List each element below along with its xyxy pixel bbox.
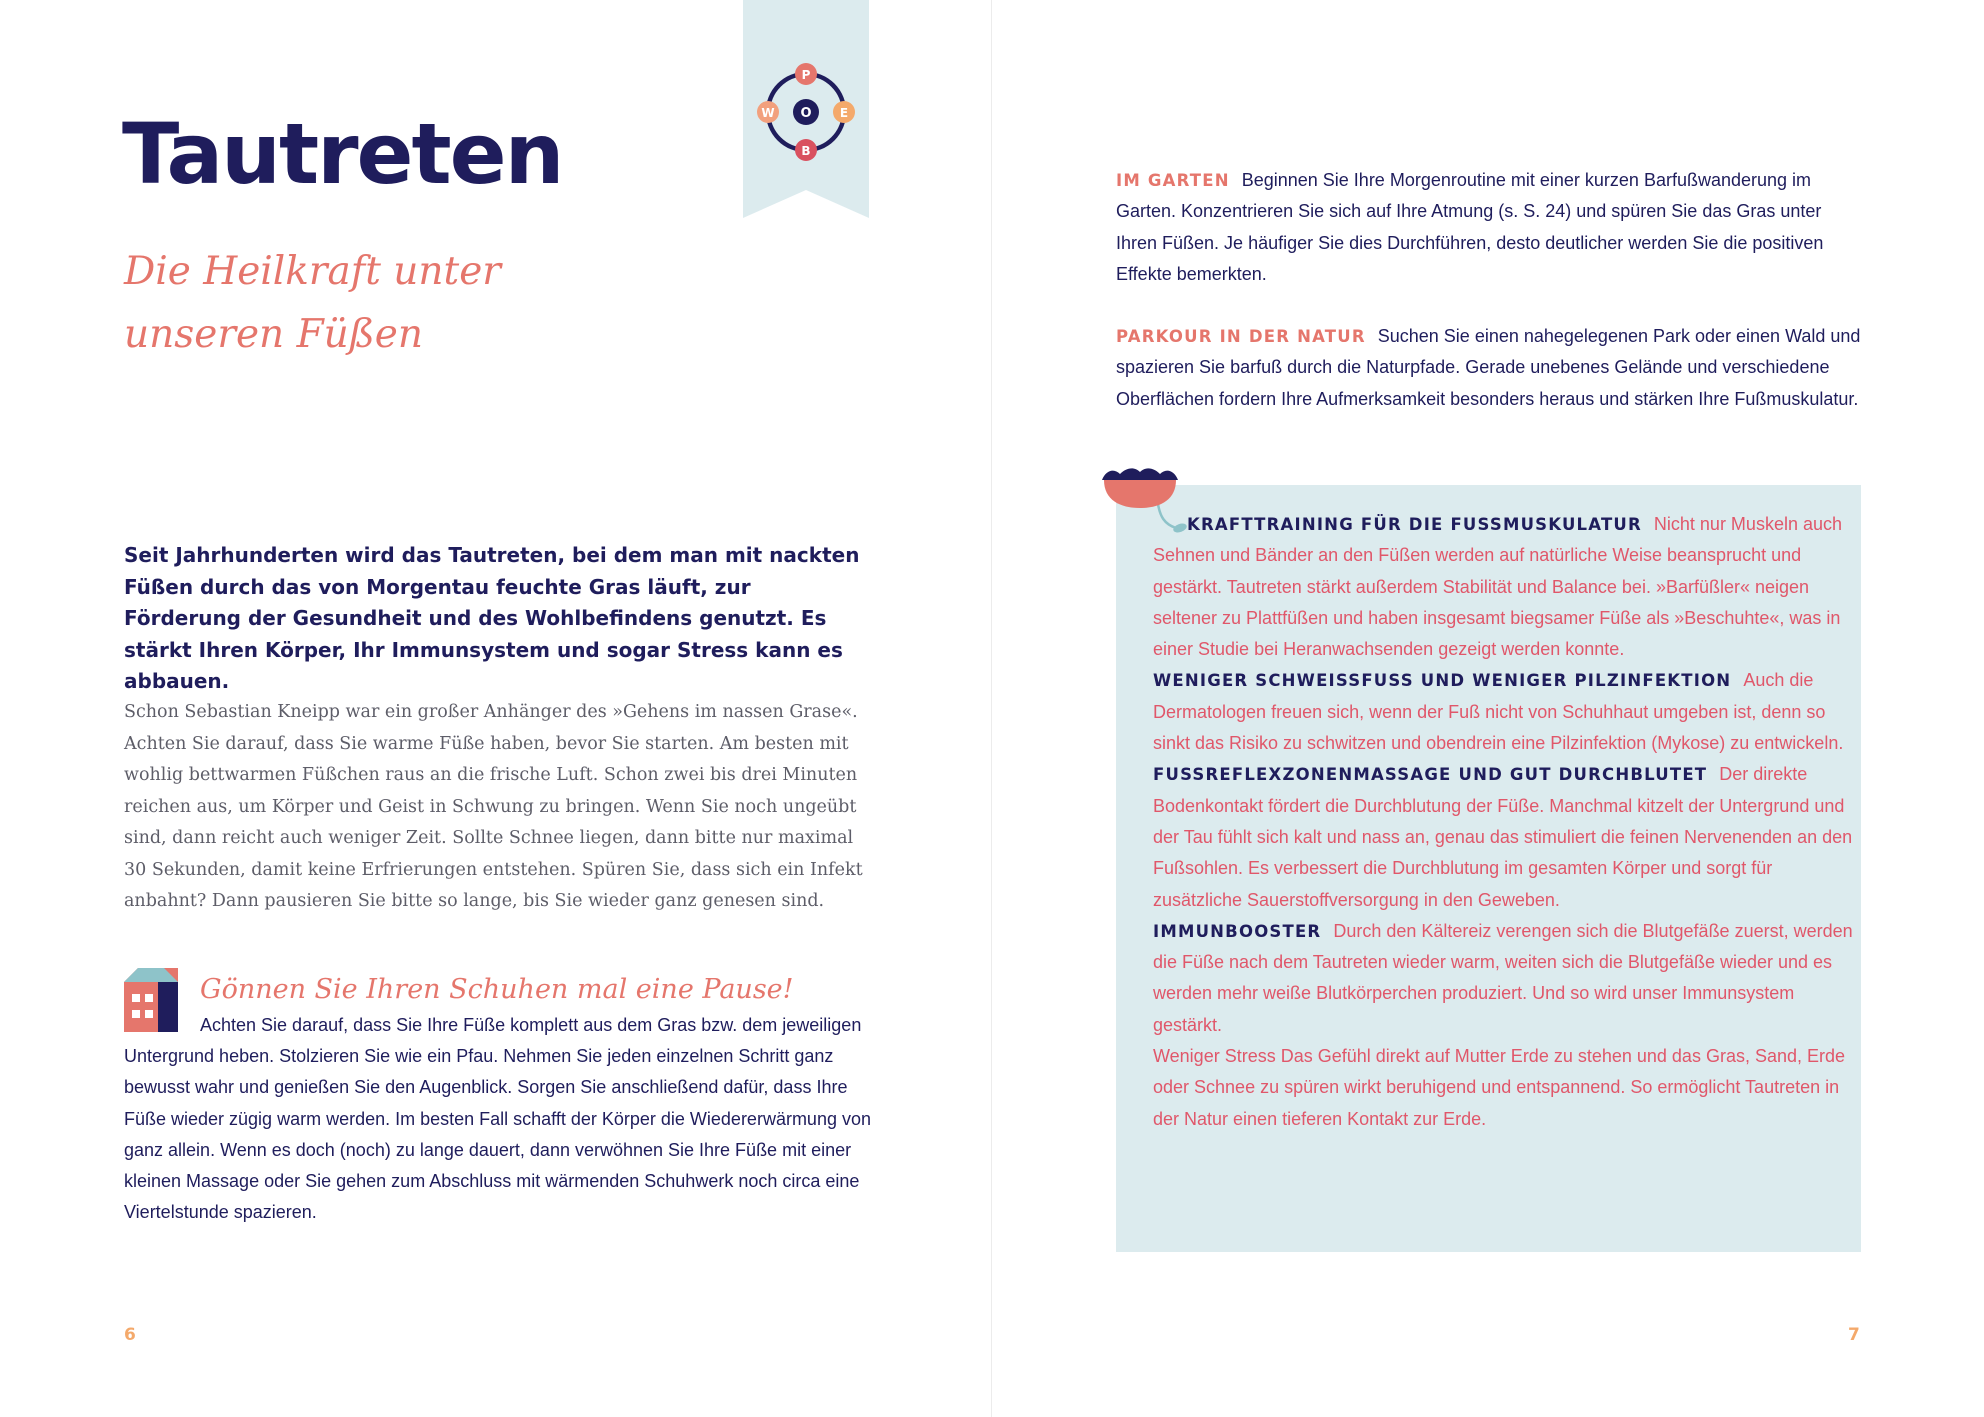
infobox-heading: FUSSREFLEXZONENMASSAGE UND GUT DURCHBLUTET xyxy=(1153,765,1708,785)
page-gutter xyxy=(991,0,992,1417)
compass-label-center: O xyxy=(800,106,812,121)
section-im-garten xyxy=(1116,165,1864,290)
tip-text: Achten Sie darauf, dass Sie Ihre Füße komplett aus dem Gras bzw. dem jeweiligen Untergrund heben. Stolzieren Sie wie ein Pfau. Nehmen Sie jeden einzelnen Schritt ganz bewusst wahr und genießen Sie den Augenblick. Sorgen Sie anschließend dafür, dass Ihre Füße wieder zügig warm werden. Im besten Fall schafft der Körper die Wiedererwärmung von ganz allein. Wenn es doch (noch) zu lange dauert, dann verwöhnen Sie Ihre Füße mit einer kleinen Massage oder Sie gehen zum Abschluss mit wärmenden Schuhwerk noch circa eine Viertelstunde spazieren. xyxy=(124,1015,871,1223)
infobox-text: Durch den Kältereiz verengen sich die Blutgefäße zuerst, werden die Füße nach dem Tautreten wieder warm, weiten sich die Blutgefäße wieder und es werden mehr weiße Blutkörperchen produziert. Und so wird unser Immunsystem gestärkt. xyxy=(1153,920,1853,1035)
benefits-infobox xyxy=(1116,485,1861,1252)
body-paragraph: Schon Sebastian Kneipp war ein großer Anhänger des »Gehens im nassen Grase«. Achten Sie darauf, dass Sie warme Füße haben, bevor Sie starten. Am besten mit wohlig bettwarmen Füßchen raus an die frische Luft. Schon zwei bis drei Minuten reichen aus, um Körper und Geist in Schwung zu bringen. Wenn Sie noch ungeübt sind, dann reicht auch weniger Zeit. Sollte Schnee liegen, dann bitte nur maximal 30 Sekunden, damit keine Erfrierungen entstehen. Spüren Sie, dass sich ein Infekt anbahnt? Dann pausieren Sie bitte so lange, bis Sie wieder ganz genesen sind. xyxy=(124,702,863,911)
infobox-item xyxy=(1153,665,1853,759)
infobox-text: Der direkte Bodenkontakt fördert die Durchblutung der Füße. Manchmal kitzelt der Untergrund und der Tau fühlt sich kalt und nass an, genau das stimuliert die feinen Nervenenden an den Fußsohlen. Es verbessert die Durchblutung im gesamten Körper und sorgt für zusätzliche Sauerstoffversorgung in den Geweben. xyxy=(1153,764,1853,910)
infobox-item xyxy=(1153,759,1853,915)
page-subtitle: Die Heilkraft unter unseren Füßen xyxy=(124,249,501,357)
section-heading: IM GARTEN xyxy=(1116,171,1230,190)
compass-label-left: W xyxy=(761,106,775,120)
infobox-item xyxy=(1153,509,1853,665)
infobox-heading: IMMUNBOOSTER xyxy=(1153,921,1322,941)
page-title: Tautreten xyxy=(122,105,563,203)
bookmark-ribbon xyxy=(743,0,869,218)
infobox-heading: KRAFTTRAINING FÜR DIE FUSSMUSKULATUR xyxy=(1187,515,1642,534)
compass-label-top: P xyxy=(801,68,811,82)
infobox-item xyxy=(1153,1041,1853,1135)
compass-label-bottom: B xyxy=(801,144,811,158)
infobox-heading: WENIGER SCHWEISSFUSS UND WENIGER PILZINFEKTION xyxy=(1153,671,1732,691)
section-parkour xyxy=(1116,321,1864,415)
infobox-text: Weniger Stress Das Gefühl direkt auf Mutter Erde zu stehen und das Gras, Sand, Erde oder Schnee zu spüren wirkt beruhigend und entspannend. So ermöglicht Tautreten in der Natur einen tieferen Kontakt zur Erde. xyxy=(1153,1046,1846,1129)
infobox-content xyxy=(1153,509,1853,1135)
compass-label-right: E xyxy=(839,106,849,120)
section-heading: PARKOUR IN DER NATUR xyxy=(1116,327,1366,346)
flower-icon xyxy=(1100,466,1190,536)
section-text: Beginnen Sie Ihre Morgenroutine mit einer kurzen Barfußwanderung im Garten. Konzentrieren Sie sich auf Ihre Atmung (s. S. 24) und spüren Sie das Gras unter Ihren Füßen. Je häufiger Sie dies Durchführen, desto deutlicher werden Sie die positiven Effekte bemerkten. xyxy=(1116,170,1824,284)
infobox-text: Auch die Dermatologen freuen sich, wenn der Fuß nicht von Schuhhaut umgeben ist, denn so sinkt das Risiko zu schwitzen und obendrein eine Pilzinfektion (Mykose) zu entwickeln. xyxy=(1153,670,1844,754)
section-text: Suchen Sie einen nahegelegenen Park oder einen Wald und spazieren Sie barfuß durch die Naturpfade. Gerade unebenes Gelände und verschiedene Oberflächen fordern Ihre Aufmerksamkeit besonders heraus und stärken Ihre Fußmuskulatur. xyxy=(1116,326,1861,409)
infobox-item xyxy=(1153,916,1853,1041)
lead-paragraph: Seit Jahrhunderten wird das Tautreten, bei dem man mit nackten Füßen durch das von Morgentau feuchte Gras läuft, zur Förderung der Gesundheit und des Wohlbefindens genutzt. Es stärkt Ihren Körper, Ihr Immunsystem und sogar Stress kann es abbauen. xyxy=(124,543,860,693)
page-number-right: 7 xyxy=(1848,1325,1860,1345)
page-number-left: 6 xyxy=(124,1325,136,1345)
infobox-text: Nicht nur Muskeln auch Sehnen und Bänder an den Füßen werden auf natürliche Weise beansprucht und gestärkt. Tautreten stärkt außerdem Stabilität und Balance bei. »Barfüßler« neigen seltener zu Plattfüßen und haben insgesamt biegsamer Füße als »Beschuhte«, was in einer Studie bei Heranwachsenden gezeigt werden konnte. xyxy=(1153,514,1842,660)
tip-title: Gönnen Sie Ihren Schuhen mal eine Pause! xyxy=(200,974,794,1005)
